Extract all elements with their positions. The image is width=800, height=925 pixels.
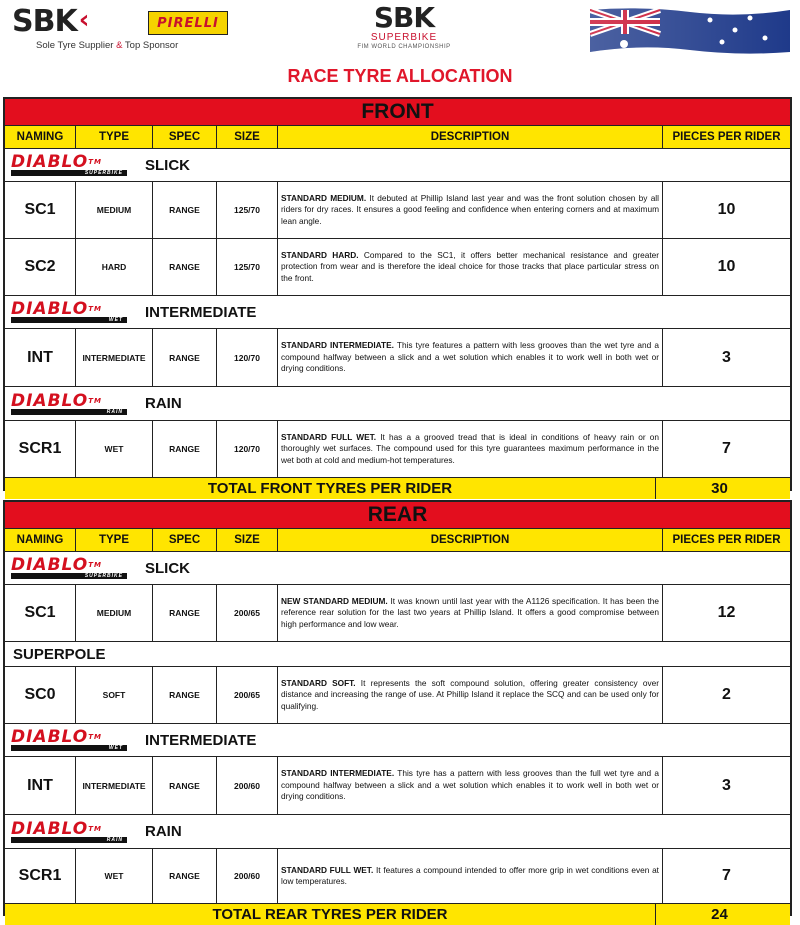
table-row (5, 182, 790, 239)
cell-description: STANDARD SOFT. It represents the soft compound solution, offering greater consistency over distance and increasing the range of use. At Phillip Island it replace the SCQ and can be used only for qualifying. (278, 667, 663, 723)
cell-description: STANDARD INTERMEDIATE. This tyre has a pattern with less grooves than the full wet tyre and a compound halfway between a slick and a wet solution which enables it to work well in both wet or drying conditions. (278, 757, 663, 814)
col-type: TYPE (76, 529, 153, 551)
rear-banner: REAR (5, 502, 790, 529)
diablo-wordmark: DIABLO (11, 152, 89, 172)
col-spec: SPEC (153, 126, 217, 148)
front-total-label: TOTAL FRONT TYRES PER RIDER (5, 478, 656, 499)
group-label: SLICK (145, 559, 190, 577)
front-total-row (5, 478, 790, 499)
sbk-chevron-icon: ‹ (78, 5, 90, 35)
brand-row-slick (5, 552, 790, 585)
sbk-center-logo-sub: SUPERBIKE (370, 32, 438, 43)
cell-spec: RANGE (153, 757, 217, 814)
cell-pieces: 3 (722, 348, 731, 366)
cell-pieces: 3 (722, 776, 731, 794)
col-description: DESCRIPTION (278, 529, 663, 551)
table-row (5, 585, 790, 642)
cell-type: MEDIUM (76, 182, 153, 238)
table-row (5, 239, 790, 296)
sbk-center-logo-sub2: FIM WORLD CHAMPIONSHIP (357, 44, 451, 50)
group-label: RAIN (145, 823, 182, 840)
cell-spec: RANGE (153, 329, 217, 386)
australian-flag-icon (590, 6, 790, 54)
diablo-wordmark: DIABLO (11, 390, 89, 411)
cell-size: 200/65 (217, 585, 278, 641)
group-label: SLICK (145, 156, 190, 174)
group-label: INTERMEDIATE (145, 731, 257, 749)
cell-spec: RANGE (153, 849, 217, 903)
cell-size: 120/70 (217, 421, 278, 477)
supplier-tagline (36, 40, 178, 51)
diablo-tm: TM (88, 824, 102, 833)
cell-pieces: 2 (722, 686, 731, 703)
cell-description: STANDARD INTERMEDIATE. This tyre features a pattern with less grooves than the wet tyre and a compound halfway between a slick and a wet solution which enables it to work well in both wet or drying conditions. (278, 329, 663, 386)
pirelli-logo (148, 11, 228, 35)
cell-description: STANDARD HARD. Compared to the SC1, it offers better mechanical resistance and greater protection from wear and is therefore the ideal choice for those tracks that place particular stress on the front. (278, 239, 663, 295)
group-label: INTERMEDIATE (145, 303, 257, 321)
brand-row-slick (5, 149, 790, 182)
diablo-tm: TM (88, 305, 102, 313)
col-size: SIZE (217, 126, 278, 148)
table-row (5, 421, 790, 478)
diablo-wet-logo (11, 301, 131, 323)
diablo-strip: WET (11, 317, 127, 323)
diablo-strip: RAIN (11, 837, 127, 843)
cell-spec: RANGE (153, 239, 217, 295)
diablo-wordmark: DIABLO (11, 818, 89, 839)
cell-size: 120/70 (217, 329, 278, 386)
cell-type: INTERMEDIATE (76, 329, 153, 386)
page-title: RACE TYRE ALLOCATION (287, 66, 513, 86)
diablo-wordmark: DIABLO (11, 555, 89, 575)
table-row (5, 329, 790, 387)
cell-size: 200/60 (217, 849, 278, 903)
col-naming: NAMING (5, 529, 76, 551)
col-size: SIZE (217, 529, 278, 551)
page-header (0, 0, 800, 62)
rear-table (3, 500, 792, 923)
diablo-wordmark: DIABLO (11, 299, 89, 319)
rear-total-label: TOTAL REAR TYRES PER RIDER (5, 904, 656, 925)
cell-naming: SC1 (5, 182, 76, 238)
supplier-text-1: Sole Tyre Supplier (36, 40, 117, 51)
cell-description: STANDARD FULL WET. It has a a grooved tread that is ideal in conditions of heavy rain or on thoroughly wet surfaces. The compound used for this tyre guarantees maximum performance in the wet both at cold and medium-hot temperatures. (278, 421, 663, 477)
cell-pieces: 10 (717, 201, 736, 218)
brand-row-rain (5, 815, 790, 849)
group-label: SUPERPOLE (13, 645, 106, 663)
cell-naming: SCR1 (5, 421, 76, 477)
diablo-strip: RAIN (11, 409, 127, 415)
col-type: TYPE (76, 126, 153, 148)
diablo-tm: TM (88, 561, 102, 569)
col-pieces: PIECES PER RIDER (672, 131, 781, 143)
diablo-tm: TM (88, 733, 102, 741)
brand-row-intermediate (5, 296, 790, 329)
cell-naming: INT (5, 329, 76, 386)
cell-spec: RANGE (153, 667, 217, 723)
front-table (3, 97, 792, 497)
col-pieces: PIECES PER RIDER (672, 534, 781, 546)
cell-naming: SC2 (5, 239, 76, 295)
cell-pieces: 7 (722, 440, 731, 457)
cell-spec: RANGE (153, 421, 217, 477)
sbk-center-logo-text: SBK (373, 1, 435, 34)
pirelli-logo-text: PIRELLI (157, 15, 219, 31)
diablo-rain-logo (11, 390, 131, 415)
front-column-headers (5, 126, 790, 149)
cell-description: STANDARD MEDIUM. It debuted at Phillip Island last year and was the front solution chosen by all riders for dry races. It ensures a good feeling and confidence when entering corners and at maximum lean angle. (278, 182, 663, 238)
cell-type: INTERMEDIATE (76, 757, 153, 814)
cell-size: 200/60 (217, 757, 278, 814)
diablo-strip: SUPERBIKE (11, 170, 127, 176)
front-total-value: 30 (711, 480, 728, 497)
cell-naming: SCR1 (5, 849, 76, 903)
brand-row-superpole (5, 642, 790, 667)
cell-naming: SC0 (5, 667, 76, 723)
col-spec: SPEC (153, 529, 217, 551)
diablo-tm: TM (88, 396, 102, 405)
supplier-amp: & (116, 40, 123, 51)
col-naming: NAMING (5, 126, 76, 148)
front-banner: FRONT (5, 99, 790, 126)
diablo-strip: SUPERBIKE (11, 573, 127, 579)
cell-spec: RANGE (153, 585, 217, 641)
cell-pieces: 7 (722, 867, 731, 884)
cell-pieces: 10 (717, 258, 736, 275)
cell-spec: RANGE (153, 182, 217, 238)
rear-total-row (5, 904, 790, 925)
diablo-strip: WET (11, 745, 127, 751)
cell-naming: INT (5, 757, 76, 814)
supplier-text-2: Top Sponsor (122, 40, 179, 51)
sbk-logo (12, 6, 89, 38)
sbk-championship-logo (354, 1, 454, 51)
cell-type: SOFT (76, 667, 153, 723)
sbk-logo-text: SBK (12, 4, 77, 39)
cell-size: 125/70 (217, 239, 278, 295)
diablo-wordmark: DIABLO (11, 727, 89, 747)
rear-total-value: 24 (711, 906, 728, 923)
brand-row-intermediate (5, 724, 790, 757)
cell-pieces: 12 (717, 604, 736, 621)
diablo-wet-logo (11, 729, 131, 751)
rear-column-headers (5, 529, 790, 552)
cell-description: NEW STANDARD MEDIUM. It was known until last year with the A1126 specification. It has been the reference rear solution for the last two years at Phillip Island. It offers a good compromise between high performance and low wear. (278, 585, 663, 641)
cell-description: STANDARD FULL WET. It features a compound intended to offer more grip in wet conditions even at low temperatures. (278, 849, 663, 903)
diablo-rain-logo (11, 818, 131, 843)
cell-type: WET (76, 421, 153, 477)
brand-row-rain (5, 387, 790, 421)
cell-type: HARD (76, 239, 153, 295)
cell-type: WET (76, 849, 153, 903)
cell-naming: SC1 (5, 585, 76, 641)
col-description: DESCRIPTION (278, 126, 663, 148)
table-row (5, 757, 790, 815)
table-row (5, 849, 790, 904)
cell-size: 200/65 (217, 667, 278, 723)
cell-size: 125/70 (217, 182, 278, 238)
group-label: RAIN (145, 395, 182, 412)
diablo-tm: TM (88, 158, 102, 166)
table-row (5, 667, 790, 724)
diablo-superbike-logo (11, 154, 131, 176)
diablo-superbike-logo (11, 557, 131, 579)
cell-type: MEDIUM (76, 585, 153, 641)
